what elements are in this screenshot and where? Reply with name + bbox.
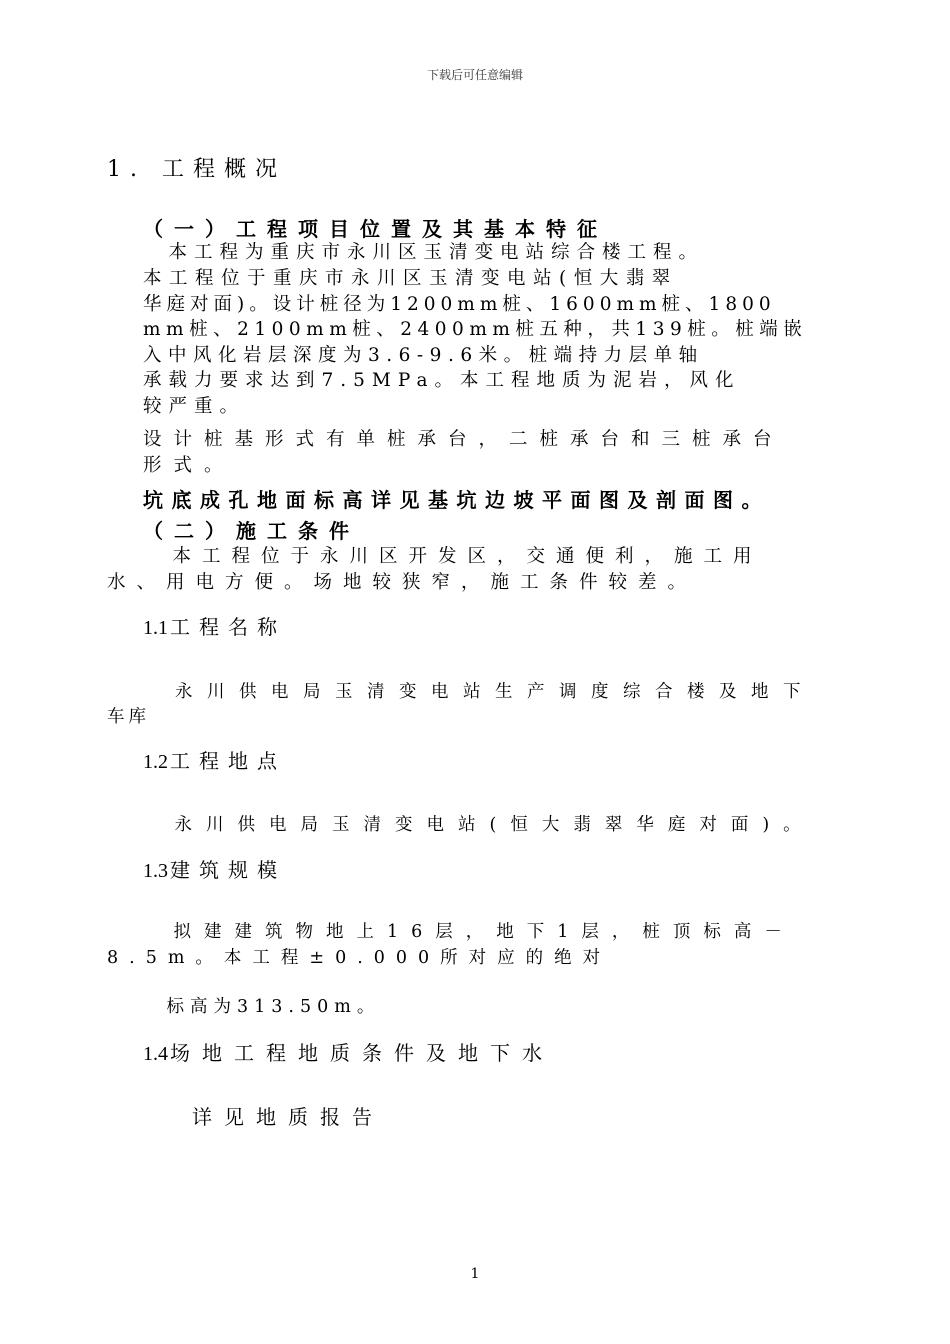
paragraph-line: 入中风化岩层深度为3.6-9.6米。桩端持力层单轴 (143, 345, 704, 366)
subsection-1-1-heading (143, 611, 286, 640)
paragraph-line: 本工程位于永川区开发区，交通便利，施工用 (143, 546, 763, 567)
subsection-1-3-heading (143, 854, 286, 883)
paragraph-line: mm桩、2100mm桩、2400mm桩五种，共139桩。桩端嵌 (143, 319, 808, 340)
paragraph-line: 永川供电局玉清变电站(恒大翡翠华庭对面)。 (143, 815, 815, 835)
paragraph-line: 水、用电方便。场地较狭窄，施工条件较差。 (107, 572, 698, 593)
part2-heading: （二）施工条件 (143, 519, 360, 543)
subsection-number: 1.3 (143, 860, 168, 882)
page-number: 1 (470, 1266, 480, 1282)
bold-note: 坑底成孔地面标高详见基坑边坡平面图及剖面图。 (143, 488, 770, 512)
subsection-1-4-heading (143, 1037, 554, 1066)
paragraph-line: 华庭对面)。设计桩径为1200mm桩、1600mm桩、1800 (143, 294, 776, 315)
paragraph-line: 车库 (107, 707, 150, 727)
subsection-title: 场地工程地质条件及地下水 (170, 1041, 554, 1065)
paragraph-line: 较严重。 (143, 396, 246, 417)
paragraph-line: 8.5m。本工程±0.000所对应的绝对 (107, 948, 612, 968)
paragraph-line: 承载力要求达到7.5MPa。本工程地质为泥岩，风化 (143, 370, 741, 391)
page-header: 下载后可任意编辑 (426, 68, 523, 82)
subsection-number: 1.4 (143, 1043, 168, 1065)
part1-heading: （一）工程项目位置及其基本特征 (143, 217, 608, 241)
paragraph-line: 永川供电局玉清变电站生产调度综合楼及地下 (143, 682, 815, 702)
subsection-title: 建筑规模 (170, 858, 286, 882)
subsection-1-2-heading (143, 745, 286, 774)
paragraph-line: 详见地质报告 (192, 1105, 384, 1129)
subsection-title: 工程地点 (170, 749, 286, 773)
paragraph-line: 本工程位于重庆市永川区玉清变电站(恒大翡翠 (143, 268, 678, 289)
paragraph-line: 拟建建筑物地上16层，地下1层，桩顶标高－ (143, 922, 795, 942)
subsection-number: 1.1 (143, 617, 168, 639)
paragraph-line: 形式。 (143, 455, 235, 476)
subsection-number: 1.2 (143, 751, 168, 773)
section-title: 1. 工程概况 (107, 157, 286, 182)
paragraph-line: 标高为313.50m。 (143, 997, 381, 1017)
paragraph-line: 设计桩基形式有单桩承台，二桩承台和三桩承台 (143, 429, 784, 450)
paragraph-line: 本工程为重庆市永川区玉清变电站综合楼工程。 (143, 242, 705, 263)
subsection-title: 工程名称 (170, 615, 286, 639)
